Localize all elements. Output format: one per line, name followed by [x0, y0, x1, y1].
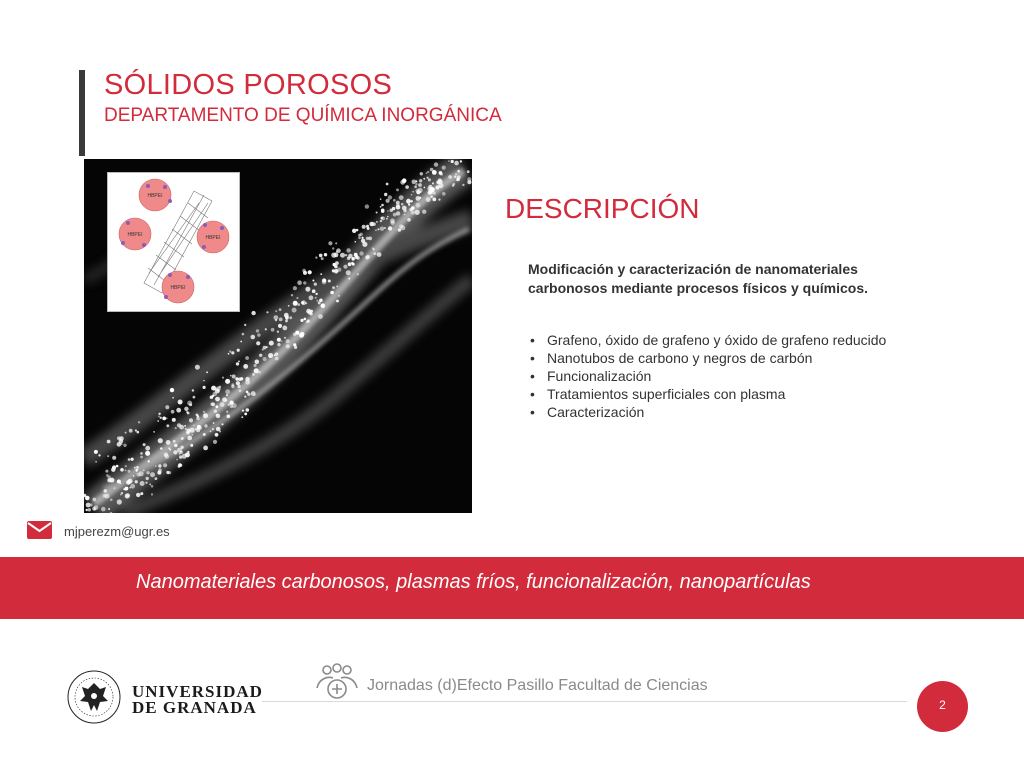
list-item: • Tratamientos superficiales con plasma — [528, 385, 948, 403]
inset-label: HBPEI — [205, 235, 221, 241]
event-name: Jornadas (d)Efecto Pasillo Facultad de Ciencias — [367, 677, 708, 694]
university-seal-icon — [66, 669, 122, 725]
list-item: • Nanotubos de carbono y negros de carbón — [528, 349, 948, 367]
title-accent-bar — [79, 70, 85, 156]
mail-icon — [27, 521, 52, 539]
list-item: • Grafeno, óxido de grafeno y óxido de grafeno reducido — [528, 331, 948, 349]
page-subtitle: DEPARTAMENTO DE QUÍMICA INORGÁNICA — [104, 105, 502, 126]
people-plus-icon — [313, 662, 359, 702]
description-lead: Modificación y caracterización de nanomateriales carbonosos mediante procesos físicos y químicos. — [528, 261, 868, 296]
list-item: • Caracterización — [528, 403, 948, 421]
functionalization-diagram — [107, 172, 240, 312]
page-number: 2 — [939, 698, 946, 712]
list-item: • Funcionalización — [528, 367, 948, 385]
section-heading: DESCRIPCIÓN — [505, 193, 700, 224]
nanotube-diagram — [108, 173, 241, 313]
page-title: SÓLIDOS POROSOS — [104, 69, 393, 101]
footer-divider — [262, 701, 907, 702]
inset-label: HBPEI — [170, 285, 186, 291]
email-link[interactable]: mjperezm@ugr.es — [64, 524, 170, 539]
inset-label: HBPEI — [127, 232, 143, 238]
topic-list — [528, 331, 948, 421]
logo-text-line1: UNIVERSIDAD — [132, 682, 263, 701]
inset-label: HBPEI — [147, 193, 163, 199]
logo-text-line2: DE GRANADA — [132, 698, 257, 717]
keywords-text: Nanomateriales carbonosos, plasmas fríos, funcionalización, nanopartículas — [136, 571, 811, 593]
